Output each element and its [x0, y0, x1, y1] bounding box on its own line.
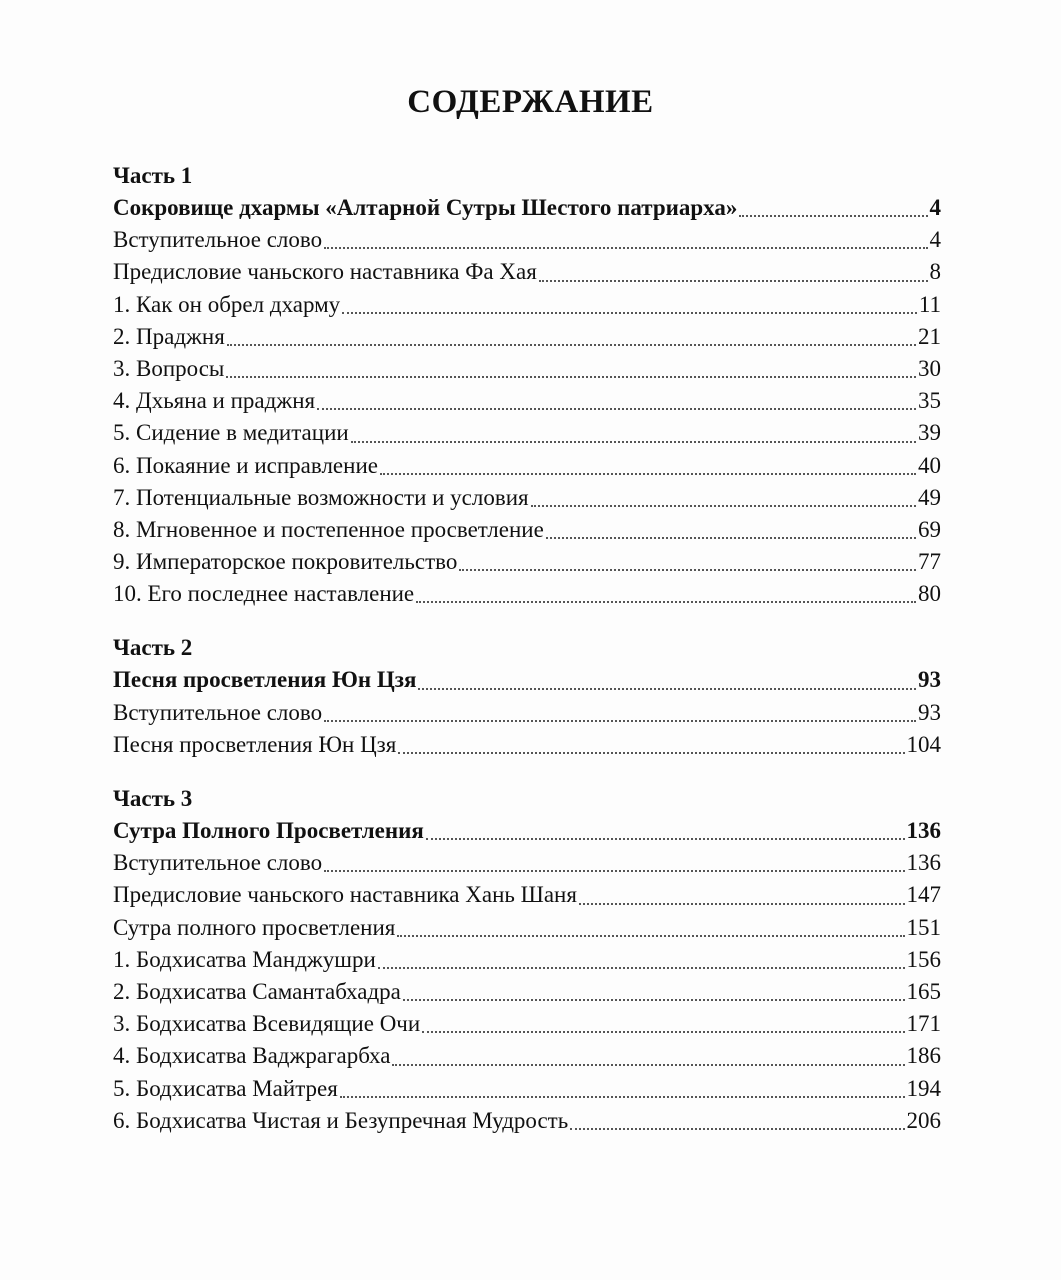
entry-title: 7. Потенциальные возможности и условия — [113, 484, 529, 510]
toc-entry[interactable] — [113, 912, 941, 944]
dot-leader — [342, 311, 917, 314]
dot-leader — [739, 214, 927, 217]
page-number: 171 — [906, 1011, 941, 1037]
dot-leader — [539, 279, 928, 282]
part-heading-entry[interactable] — [113, 192, 941, 224]
page-number: 136 — [906, 818, 941, 843]
entry-title: 6. Бодхисатва Чистая и Безупречная Мудрость — [113, 1107, 569, 1133]
entry-title: Вступительное слово — [113, 699, 323, 725]
dot-leader — [317, 407, 916, 410]
entry-title: 5. Сидение в медитации — [113, 420, 349, 446]
part-label: Часть 1 — [113, 163, 193, 188]
dot-leader — [324, 869, 904, 872]
dot-leader — [378, 966, 905, 969]
part-heading-entry[interactable] — [113, 664, 941, 696]
dot-leader — [403, 998, 905, 1001]
dot-leader — [426, 837, 905, 840]
entry-title: 2. Праджня — [113, 323, 225, 349]
toc-entry[interactable] — [113, 1105, 941, 1137]
page-number: 77 — [918, 549, 941, 575]
page-number: 80 — [918, 581, 941, 607]
page-number: 8 — [929, 259, 941, 285]
toc-entry[interactable] — [113, 976, 941, 1008]
page-number: 11 — [918, 291, 941, 317]
dot-leader — [392, 1063, 904, 1066]
dot-leader — [397, 934, 904, 937]
page-number: 194 — [906, 1075, 941, 1101]
page-number: 93 — [918, 699, 941, 725]
toc-entry[interactable] — [113, 514, 941, 546]
table-of-contents — [113, 160, 941, 1159]
entry-title: Сутра Полного Просветления — [113, 818, 424, 843]
dot-leader — [227, 343, 916, 346]
page-number: 30 — [918, 355, 941, 381]
part-label: Часть 2 — [113, 635, 193, 661]
toc-entry[interactable] — [113, 697, 941, 729]
entry-title: 6. Покаяние и исправление — [113, 452, 378, 478]
entry-title: Песня просветления Юн Цзя — [113, 667, 417, 693]
dot-leader — [418, 687, 916, 690]
page-number: 40 — [918, 452, 941, 478]
toc-entry[interactable] — [113, 546, 941, 578]
dot-leader — [398, 751, 904, 754]
dot-leader — [416, 600, 916, 603]
toc-entry[interactable] — [113, 578, 941, 610]
toc-entry[interactable] — [113, 321, 941, 353]
page-number: 4 — [929, 227, 941, 253]
page-number: 4 — [929, 195, 941, 220]
entry-title: 4. Дхьяна и праджня — [113, 388, 316, 414]
dot-leader — [340, 1095, 905, 1098]
dot-leader — [380, 472, 916, 475]
toc-entry[interactable] — [113, 289, 941, 321]
entry-title: Сутра полного просветления — [113, 914, 396, 940]
page-number: 35 — [918, 388, 941, 414]
page-number: 151 — [906, 914, 941, 940]
entry-title: 2. Бодхисатва Самантабхадра — [113, 978, 401, 1004]
toc-part-2 — [113, 632, 941, 761]
toc-entry[interactable] — [113, 353, 941, 385]
dot-leader — [531, 504, 916, 507]
toc-entry[interactable] — [113, 944, 941, 976]
toc-entry[interactable] — [113, 256, 941, 288]
toc-entry[interactable] — [113, 450, 941, 482]
dot-leader — [459, 568, 916, 571]
dot-leader — [579, 902, 905, 905]
entry-title: 3. Вопросы — [113, 355, 225, 381]
toc-entry[interactable] — [113, 1008, 941, 1040]
page-number: 156 — [906, 946, 941, 972]
dot-leader — [226, 375, 916, 378]
toc-part-3 — [113, 783, 941, 1137]
entry-title: 3. Бодхисатва Всевидящие Очи — [113, 1011, 421, 1037]
toc-entry[interactable] — [113, 1073, 941, 1105]
toc-entry[interactable] — [113, 879, 941, 911]
entry-title: Предисловие чаньского наставника Хань Шаня — [113, 882, 577, 908]
dot-leader — [546, 536, 916, 539]
toc-entry[interactable] — [113, 224, 941, 256]
page-number: 147 — [906, 882, 941, 908]
toc-entry[interactable] — [113, 847, 941, 879]
entry-title: 10. Его последнее наставление — [113, 581, 415, 607]
page-number: 39 — [918, 420, 941, 446]
toc-entry[interactable] — [113, 729, 941, 761]
page-title: СОДЕРЖАНИЕ — [407, 84, 654, 120]
entry-title: 8. Мгновенное и постепенное просветление — [113, 516, 544, 542]
toc-entry[interactable] — [113, 482, 941, 514]
toc-part-1 — [113, 160, 941, 610]
page-number: 49 — [918, 484, 941, 510]
page-number: 165 — [906, 978, 941, 1004]
dot-leader — [324, 246, 927, 249]
entry-title: 9. Императорское покровительство — [113, 549, 458, 575]
entry-title: Вступительное слово — [113, 227, 323, 253]
page-number: 104 — [906, 731, 941, 757]
page-number: 186 — [906, 1043, 941, 1069]
page-number: 93 — [918, 667, 941, 693]
toc-entry[interactable] — [113, 1040, 941, 1072]
entry-title: 4. Бодхисатва Ваджрагарбха — [113, 1043, 391, 1069]
dot-leader — [422, 1030, 904, 1033]
entry-title: 5. Бодхисатва Майтрея — [113, 1075, 338, 1101]
page-number: 136 — [906, 850, 941, 876]
toc-entry[interactable] — [113, 385, 941, 417]
entry-title: Предисловие чаньского наставника Фа Хая — [113, 259, 537, 285]
toc-entry[interactable] — [113, 417, 941, 449]
part-label: Часть 3 — [113, 786, 193, 811]
page-number: 69 — [918, 516, 941, 542]
dot-leader — [324, 719, 916, 722]
dot-leader — [351, 440, 916, 443]
entry-title: 1. Как он обрел дхарму — [113, 291, 341, 317]
part-heading-entry[interactable] — [113, 815, 941, 847]
entry-title: Вступительное слово — [113, 850, 323, 876]
page-number: 206 — [906, 1107, 941, 1133]
entry-title: 1. Бодхисатва Манджушри — [113, 946, 376, 972]
dot-leader — [570, 1127, 904, 1130]
entry-title: Сокровище дхармы «Алтарной Сутры Шестого патриарха» — [113, 195, 738, 220]
entry-title: Песня просветления Юн Цзя — [113, 731, 397, 757]
page-number: 21 — [918, 323, 941, 349]
